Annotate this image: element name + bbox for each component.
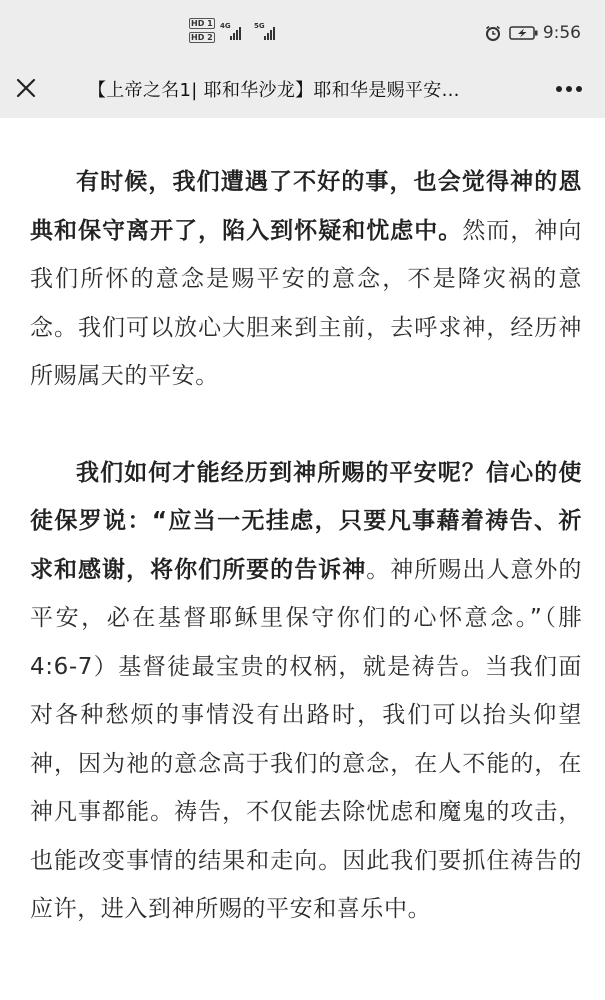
top-chrome <box>0 0 605 118</box>
signal-icon-2 <box>264 26 275 40</box>
nav-bar <box>0 60 605 118</box>
close-icon[interactable] <box>12 74 40 102</box>
clock: 9:56 <box>542 23 581 43</box>
article-body <box>30 158 582 934</box>
paragraph-1-text: 然而，神向我们所怀的意念是赐平安的意念，不是降灾祸的意念。我们可以放心大胆来到主前，去呼求神，经历神所赐属天的平安。 <box>30 217 582 389</box>
paragraph-1-bold: 有时候，我们遭遇了不好的事，也会觉得神的恩典和保守离开了，陷入到怀疑和忧虑中。 <box>30 169 582 244</box>
paragraph-1 <box>30 158 582 401</box>
signal-icon-1 <box>230 26 241 40</box>
paragraph-2-text: 。神所赐出人意外的平安，必在基督耶稣里保守你们的心怀意念。”（腓4:6-7）基督徒最宝贵的权柄，就是祷告。当我们面对各种愁烦的事情没有出路时，我们可以抬头仰望神，因为祂的意念高于我们的意念，在人不能的，在神凡事都能。祷告，不仅能去除忧虑和魔鬼的攻击，也能改变事情的结果和走向。因此我们要抓住祷告的应许，进入到神所赐的平安和喜乐中。 <box>30 556 582 922</box>
hd-badge-2: HD 2 <box>191 33 213 42</box>
paragraph-2-bold: 我们如何才能经历到神所赐的平安呢？信心的使徒保罗说：“应当一无挂虑，只要凡事藉着祷告、祈求和感谢，将你们所要的告诉神 <box>30 459 582 583</box>
paragraph-2 <box>30 449 582 934</box>
page-title: 【上帝之名1| 耶和华沙龙】耶和华是赐平安… <box>88 80 460 101</box>
more-icon[interactable] <box>553 82 585 96</box>
battery-charging-icon <box>509 26 539 40</box>
hd-badge-1: HD 1 <box>191 19 213 28</box>
network-label-2: 5G <box>254 22 265 30</box>
status-bar <box>0 0 605 60</box>
alarm-icon <box>485 25 501 41</box>
network-label-1: 4G <box>220 22 231 30</box>
